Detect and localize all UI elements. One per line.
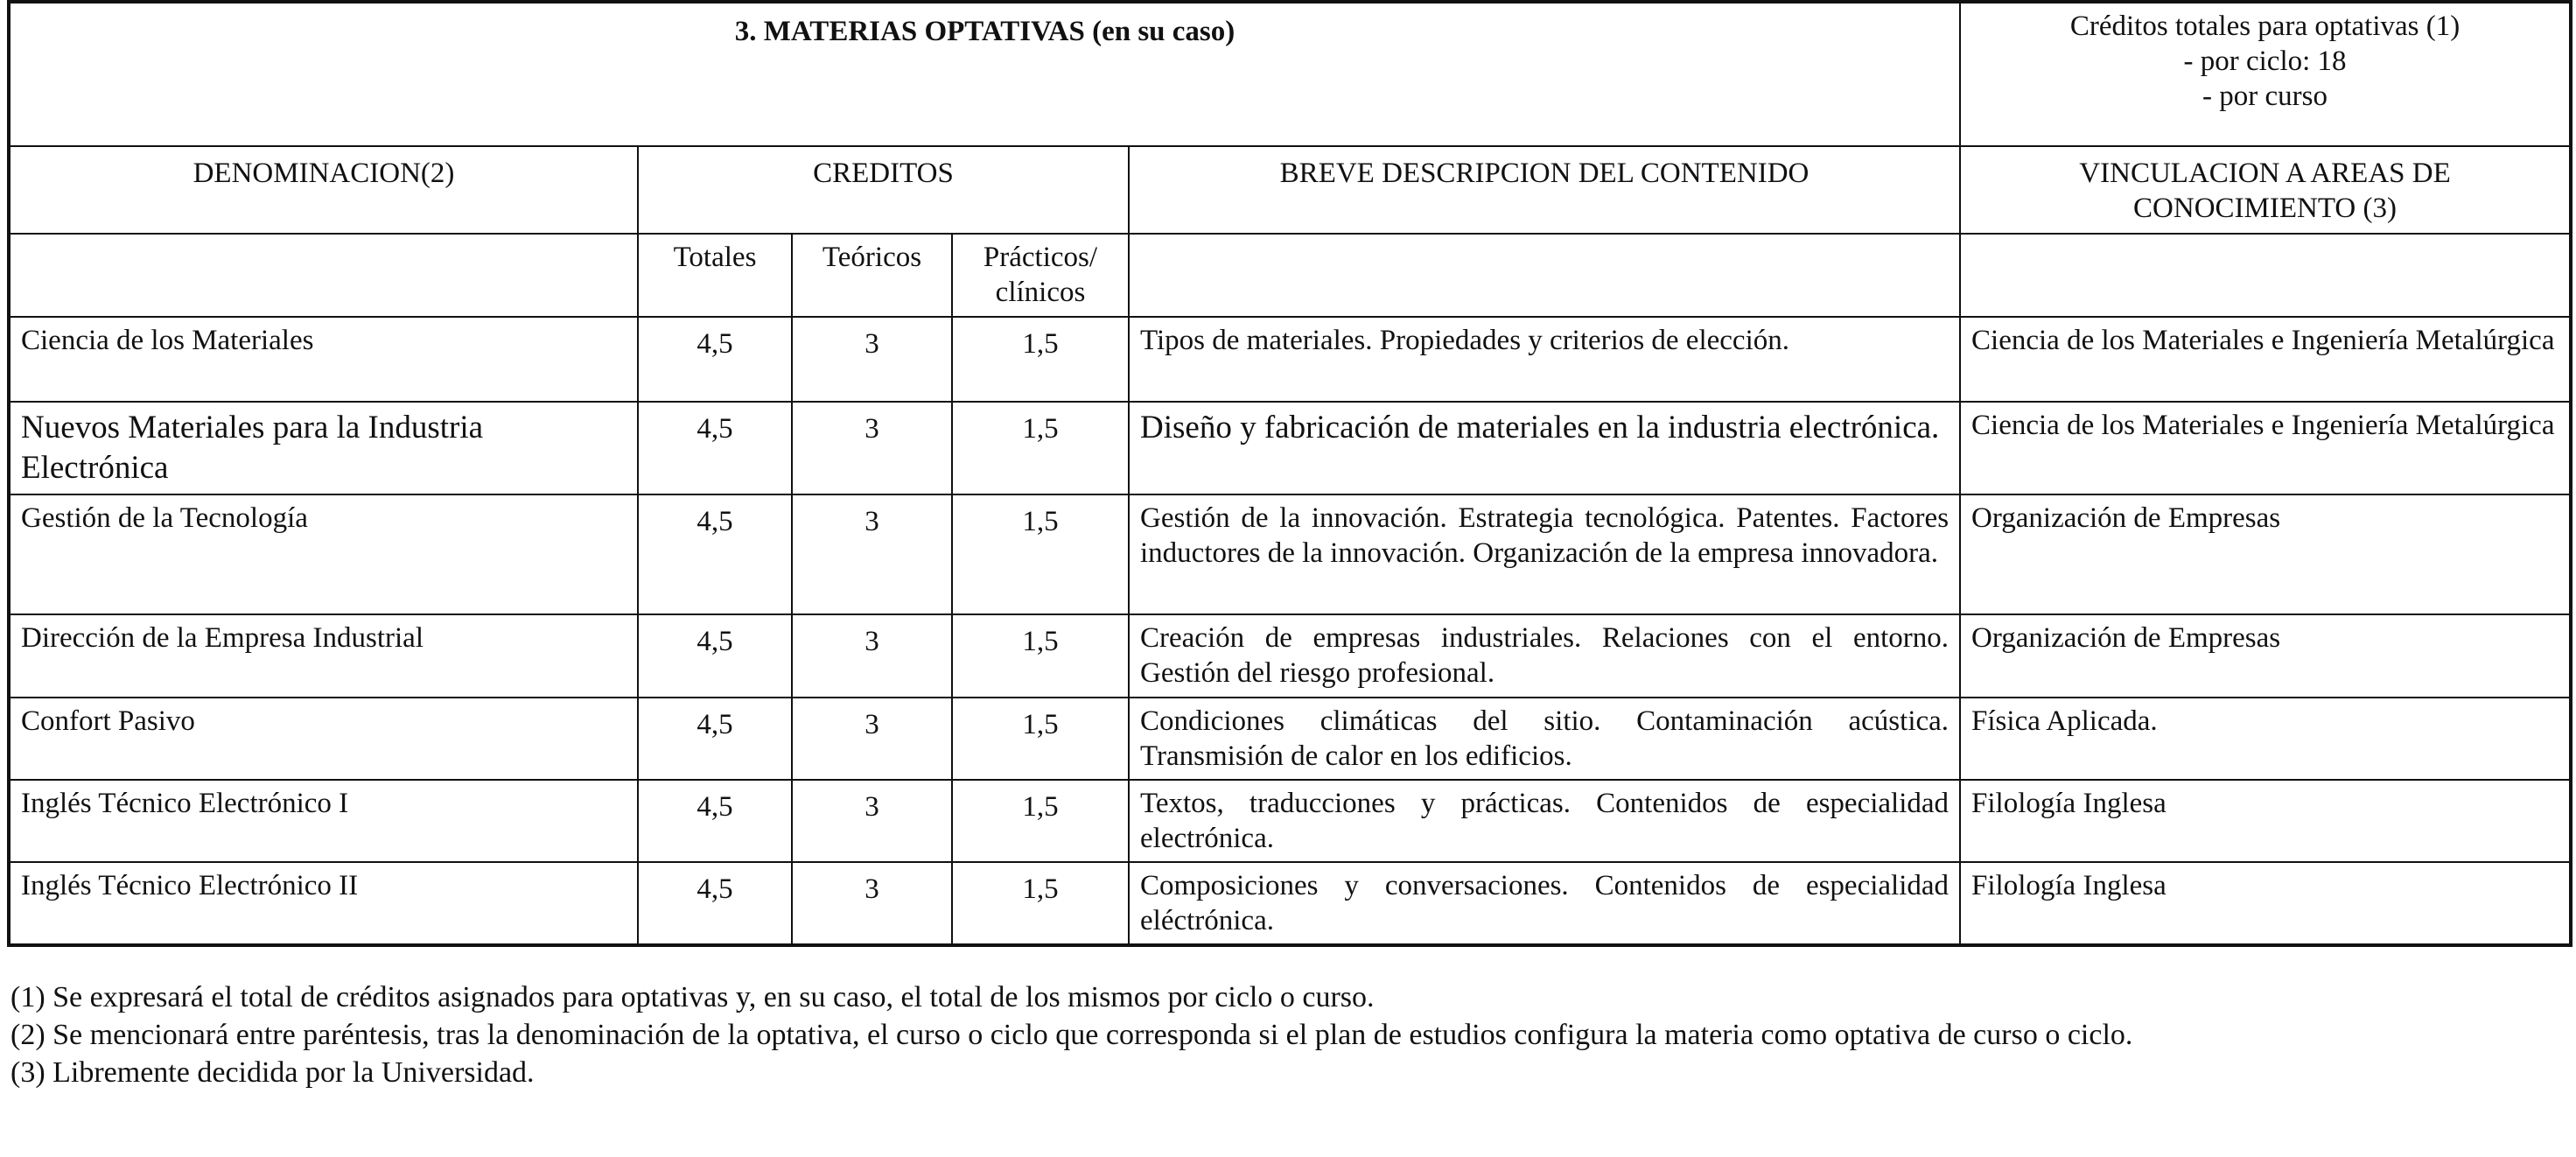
row-descripcion: Condiciones climáticas del sitio. Contaminación acústica. Transmisión de calor en los edificios. <box>1129 698 1960 780</box>
row-totales: 4,5 <box>638 698 792 780</box>
row-name: Gestión de la Tecnología <box>9 494 638 614</box>
row-descripcion: Creación de empresas industriales. Relaciones con el entorno. Gestión del riesgo profesional. <box>1129 614 1960 698</box>
col-creditos: CREDITOS <box>638 146 1129 234</box>
row-name: Nuevos Materiales para la Industria Electrónica <box>9 402 638 494</box>
col-teoricos: Teóricos <box>792 234 952 317</box>
row-totales: 4,5 <box>638 317 792 402</box>
row-area: Filología Inglesa <box>1960 780 2571 862</box>
row-practicos: 1,5 <box>952 614 1129 698</box>
row-practicos: 1,5 <box>952 317 1129 402</box>
col-practicos-line2: clínicos <box>995 277 1086 308</box>
row-totales: 4,5 <box>638 862 792 945</box>
col-vinculacion-line1: VINCULACION A AREAS DE <box>2079 158 2451 189</box>
column-header-row <box>9 146 2571 234</box>
table-title: 3. MATERIAS OPTATIVAS (en su caso) <box>9 2 1960 146</box>
table-row <box>9 780 2571 862</box>
optativas-table <box>7 0 2572 947</box>
col-practicos <box>952 234 1129 317</box>
row-practicos: 1,5 <box>952 862 1129 945</box>
credits-total-box <box>1960 2 2571 146</box>
table-row <box>9 698 2571 780</box>
row-teoricos: 3 <box>792 698 952 780</box>
credits-por-curso: - por curso <box>2202 81 2328 112</box>
row-descripcion: Textos, traducciones y prácticas. Contenidos de especialidad electrónica. <box>1129 780 1960 862</box>
col-totales: Totales <box>638 234 792 317</box>
row-teoricos: 3 <box>792 494 952 614</box>
row-descripcion: Tipos de materiales. Propiedades y criterios de elección. <box>1129 317 1960 402</box>
row-totales: 4,5 <box>638 494 792 614</box>
col-descripcion: BREVE DESCRIPCION DEL CONTENIDO <box>1129 146 1960 234</box>
row-practicos: 1,5 <box>952 780 1129 862</box>
row-area: Ciencia de los Materiales e Ingeniería Metalúrgica <box>1960 402 2571 494</box>
row-teoricos: 3 <box>792 862 952 945</box>
credits-por-ciclo: - por ciclo: 18 <box>2183 46 2347 77</box>
row-totales: 4,5 <box>638 402 792 494</box>
footnotes <box>10 978 2566 1091</box>
table-row <box>9 614 2571 698</box>
table-row <box>9 862 2571 945</box>
row-name: Dirección de la Empresa Industrial <box>9 614 638 698</box>
row-teoricos: 3 <box>792 402 952 494</box>
row-totales: 4,5 <box>638 614 792 698</box>
row-area: Organización de Empresas <box>1960 494 2571 614</box>
table-row <box>9 402 2571 494</box>
row-practicos: 1,5 <box>952 698 1129 780</box>
table-row <box>9 317 2571 402</box>
subhdr-empty-2 <box>1129 234 1960 317</box>
row-teoricos: 3 <box>792 317 952 402</box>
row-area: Filología Inglesa <box>1960 862 2571 945</box>
row-name: Inglés Técnico Electrónico I <box>9 780 638 862</box>
row-descripcion: Gestión de la innovación. Estrategia tecnológica. Patentes. Factores inductores de la innovación. Organización de la empresa innovadora. <box>1129 494 1960 614</box>
col-vinculacion <box>1960 146 2571 234</box>
row-name: Ciencia de los Materiales <box>9 317 638 402</box>
footnote-3: (3) Libremente decidida por la Universidad. <box>10 1056 535 1089</box>
table-row <box>9 494 2571 614</box>
document <box>7 0 2569 947</box>
row-practicos: 1,5 <box>952 494 1129 614</box>
row-name: Confort Pasivo <box>9 698 638 780</box>
row-descripcion: Composiciones y conversaciones. Contenidos de especialidad eléctrónica. <box>1129 862 1960 945</box>
subhdr-empty-3 <box>1960 234 2571 317</box>
subhdr-empty-1 <box>9 234 638 317</box>
row-practicos: 1,5 <box>952 402 1129 494</box>
row-totales: 4,5 <box>638 780 792 862</box>
row-teoricos: 3 <box>792 614 952 698</box>
subheader-row <box>9 234 2571 317</box>
row-descripcion: Diseño y fabricación de materiales en la industria electrónica. <box>1129 402 1960 494</box>
row-area: Ciencia de los Materiales e Ingeniería Metalúrgica <box>1960 317 2571 402</box>
row-area: Organización de Empresas <box>1960 614 2571 698</box>
title-row <box>9 2 2571 146</box>
footnote-2: (2) Se mencionará entre paréntesis, tras la denominación de la optativa, el curso o ciclo que corresponda si el plan de estudios configura la materia como optativa de curso o ciclo. <box>10 1019 2133 1051</box>
col-vinculacion-line2: CONOCIMIENTO (3) <box>2133 193 2397 224</box>
footnote-1: (1) Se expresará el total de créditos asignados para optativas y, en su caso, el total de los mismos por ciclo o curso. <box>10 981 1375 1013</box>
row-area: Física Aplicada. <box>1960 698 2571 780</box>
row-teoricos: 3 <box>792 780 952 862</box>
credits-total-label: Créditos totales para optativas (1) <box>2069 11 2460 42</box>
col-denominacion: DENOMINACION(2) <box>9 146 638 234</box>
row-name: Inglés Técnico Electrónico II <box>9 862 638 945</box>
col-practicos-line1: Prácticos/ <box>983 242 1098 273</box>
